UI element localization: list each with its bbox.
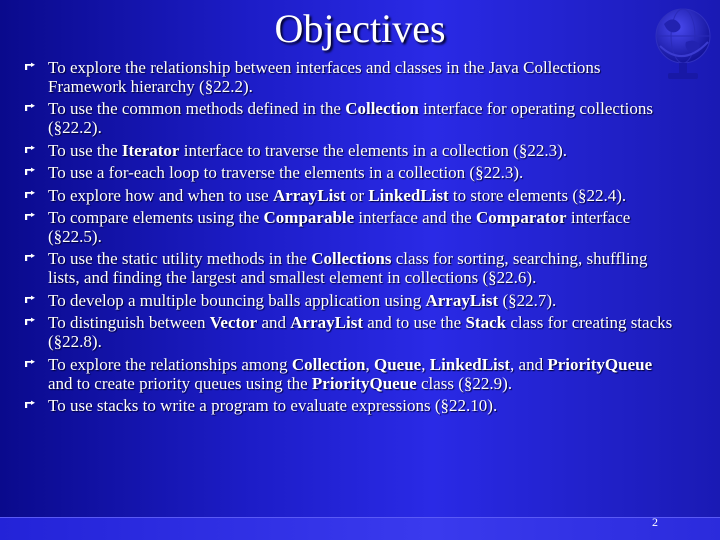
list-item: [24, 396, 674, 415]
objectives-list: [24, 58, 674, 418]
pointing-hand-icon: [24, 293, 36, 305]
text-segment: interface to traverse the elements in a collection (§22.3).: [179, 140, 567, 160]
list-item-text: [48, 186, 626, 205]
bold-term: ArrayList: [272, 185, 346, 205]
bold-term: Vector: [209, 313, 258, 333]
pointing-hand-icon: [24, 315, 36, 327]
text-segment: interface and the: [354, 207, 476, 227]
bold-term: Comparable: [263, 207, 355, 227]
text-segment: To explore the relationship between interfaces and classes in the Java Collections Framework hierarchy (§22.2).: [48, 58, 601, 96]
list-item-text: [48, 355, 652, 393]
pointing-hand-icon: [24, 398, 36, 410]
bold-term: LinkedList: [429, 354, 511, 374]
text-segment: and: [257, 313, 291, 333]
text-segment: and to use the: [363, 313, 466, 333]
text-segment: , and: [510, 354, 548, 374]
list-item: [24, 249, 674, 287]
text-segment: class for sorting, searching, shuffling lists, and finding the largest and smallest element in collections (§22.6).: [48, 249, 648, 288]
text-segment: interface (§22.5).: [48, 207, 631, 246]
text-segment: To use the common methods defined in the: [48, 99, 346, 119]
text-segment: interface for operating collections (§22.2).: [48, 99, 653, 138]
list-item-text: [48, 208, 630, 246]
text-segment: To explore how and when to use: [48, 185, 273, 205]
bold-term: ArrayList: [425, 290, 499, 310]
text-segment: To use the static utility methods in the: [48, 249, 312, 269]
bold-term: Queue: [374, 354, 422, 374]
text-segment: class (§22.9).: [416, 373, 513, 393]
text-segment: To use the: [48, 140, 122, 160]
text-segment: ,: [421, 354, 430, 374]
slide-title: Objectives: [274, 6, 446, 51]
text-segment: to store elements (§22.4).: [448, 185, 627, 205]
text-segment: To compare elements using the: [48, 207, 264, 227]
text-segment: class for creating stacks (§22.8).: [48, 313, 673, 352]
pointing-hand-icon: [24, 251, 36, 263]
text-segment: (§22.7).: [498, 290, 557, 310]
bold-term: Collections: [311, 249, 392, 269]
bold-term: Collection: [291, 354, 366, 374]
pointing-hand-icon: [24, 210, 36, 222]
text-segment: To develop a multiple bouncing balls application using: [48, 290, 426, 310]
list-item: [24, 355, 674, 393]
list-item: [24, 141, 674, 160]
list-item-text: [48, 396, 497, 415]
bold-term: Collection: [345, 99, 419, 119]
list-item: [24, 313, 674, 351]
pointing-hand-icon: [24, 60, 36, 72]
text-segment: To distinguish between: [48, 313, 210, 333]
list-item: [24, 163, 674, 182]
list-item-text: [48, 58, 601, 96]
list-item-text: [48, 163, 523, 182]
list-item: [24, 99, 674, 137]
bold-term: Comparator: [475, 207, 567, 227]
bold-term: Stack: [465, 313, 507, 333]
text-segment: ,: [365, 354, 374, 374]
list-item-text: [48, 313, 672, 351]
pointing-hand-icon: [24, 101, 36, 113]
list-item-text: [48, 141, 567, 160]
pointing-hand-icon: [24, 165, 36, 177]
list-item-text: [48, 249, 648, 287]
list-item-text: [48, 291, 556, 310]
text-segment: and to create priority queues using the: [48, 373, 312, 393]
bold-term: LinkedList: [368, 185, 449, 205]
pointing-hand-icon: [24, 143, 36, 155]
bold-term: PriorityQueue: [311, 373, 417, 393]
pointing-hand-icon: [24, 188, 36, 200]
bold-term: ArrayList: [290, 313, 363, 333]
page-number: 2: [652, 515, 658, 529]
text-segment: To use a for-each loop to traverse the elements in a collection (§22.3).: [48, 163, 524, 183]
text-segment: To use stacks to write a program to evaluate expressions (§22.10).: [48, 395, 498, 415]
pointing-hand-icon: [24, 357, 36, 369]
list-item: [24, 208, 674, 246]
list-item: [24, 58, 674, 96]
list-item-text: [48, 99, 653, 137]
bold-term: PriorityQueue: [547, 354, 653, 374]
list-item: [24, 186, 674, 205]
bold-term: Iterator: [121, 140, 180, 160]
text-segment: To explore the relationships among: [48, 354, 292, 374]
list-item: [24, 291, 674, 310]
text-segment: or: [345, 185, 369, 205]
footer-bar: [0, 517, 720, 540]
